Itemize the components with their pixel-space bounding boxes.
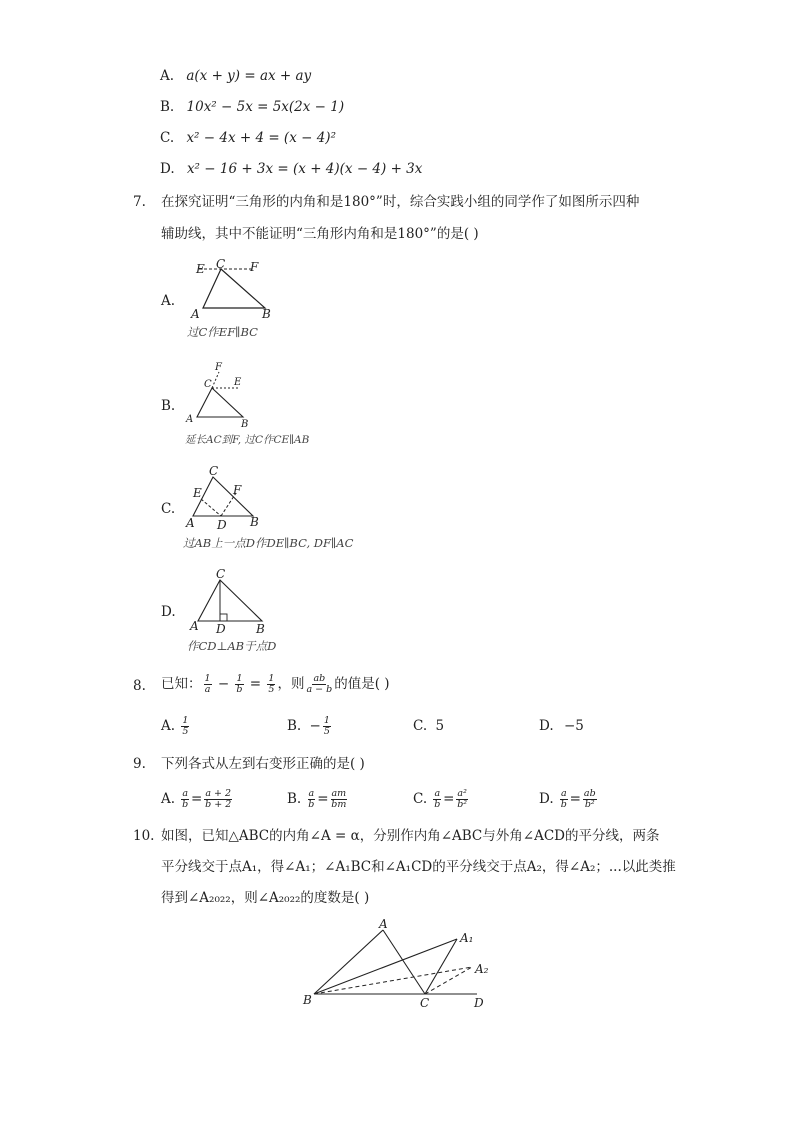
q8-fraction-1-over-a: [204, 674, 212, 695]
q7c-label-d: D: [217, 518, 227, 532]
q10-stem-line2: 平分线交于点A₁，得∠A₁；∠A₁BC和∠A₁CD的平分线交于点A₂，得∠A₂；...以此类推: [161, 859, 676, 875]
q9-d-l-den: b: [560, 799, 567, 810]
q6-option-a-letter: A.: [160, 68, 175, 84]
q9-d-r-den: b²: [584, 799, 595, 810]
q9-c-l-num: a: [434, 788, 441, 799]
q7b-label-f: F: [215, 362, 222, 373]
q9-b-l-num: a: [308, 788, 315, 799]
q8-option-c-letter: C.: [413, 718, 428, 734]
q10-label-c: C: [420, 996, 430, 1010]
q8-option-a[interactable]: [161, 713, 191, 739]
q7-option-a-caption: 过C作EF∥BC: [187, 325, 258, 339]
q8-target-fraction: [306, 674, 332, 695]
q7-option-c-letter[interactable]: C.: [161, 501, 176, 517]
q10-stem-line1: 如图，已知△ABC的内角∠A = α，分别作内角∠ABC与外角∠ACD的平分线，两条: [161, 828, 660, 844]
q7-figure-b: [183, 360, 263, 430]
q10-label-b: B: [303, 993, 312, 1007]
q9-option-c-right: [456, 789, 467, 810]
q6-option-d-text: x² − 16 + 3x = (x + 4)(x − 4) + 3x: [186, 161, 423, 177]
q7-stem-line1: 在探究证明“三角形的内角和是180°”时，综合实践小组的同学作了如图所示四种: [161, 194, 640, 210]
q8-option-a-letter: A.: [161, 718, 176, 734]
q7c-label-c: C: [209, 464, 219, 478]
q9-a-l-num: a: [182, 788, 189, 799]
q8-option-d[interactable]: [539, 717, 584, 735]
q8-minus: −: [213, 676, 234, 692]
q9-c-r-den: b²: [457, 799, 468, 810]
q7c-label-e: E: [193, 486, 202, 500]
q9-option-b-left: [308, 789, 316, 810]
q9-b-r-num: am: [331, 788, 347, 799]
q7-figure-a: [185, 258, 285, 322]
q10-number: 10.: [133, 828, 155, 844]
q9-option-c-letter: C.: [413, 791, 428, 807]
q8-cond-c-num: 1: [268, 673, 275, 684]
q6-option-a[interactable]: [160, 67, 311, 85]
q6-option-b-letter: B.: [160, 99, 175, 115]
q8-option-a-num: 1: [182, 715, 189, 726]
q9-c-l-den: b: [434, 799, 441, 810]
q7-figure-d: [186, 566, 276, 636]
q9-option-d[interactable]: D. $\frac{a}{b}$ = $\frac{ab}{\text{b²}}$: [539, 788, 596, 810]
q9-d-l-num: a: [560, 788, 567, 799]
q6-option-c-letter: C.: [160, 130, 175, 146]
q9-option-c[interactable]: C. $\frac{a}{b}$ = $\frac{\text{a²}}{\text{b²}}$: [413, 788, 468, 810]
q7-option-a-letter[interactable]: A.: [161, 293, 176, 309]
q9-b-l-den: b: [308, 799, 315, 810]
q8-cond-a-den: a: [204, 684, 211, 695]
q8-cond-b-num: 1: [236, 673, 243, 684]
q8-prefix: 已知：: [161, 676, 202, 692]
q7-option-d-caption: 作CD⊥AB于点D: [187, 639, 277, 653]
q9-option-b-letter: B.: [287, 791, 302, 807]
q8-option-c-text: 5: [435, 718, 445, 734]
q7a-label-f: F: [250, 260, 259, 274]
q8-option-d-text: −5: [563, 718, 584, 734]
q8-cond-b-den: b: [236, 684, 243, 695]
q6-option-a-text: a(x + y) = ax + ay: [186, 68, 312, 84]
q9-number: 9.: [133, 756, 146, 772]
q8-fraction-1-over-b: [235, 674, 243, 695]
q7d-label-c: C: [216, 567, 226, 581]
q7a-label-b: B: [262, 307, 271, 321]
q6-option-b[interactable]: [160, 98, 344, 116]
q7b-label-b: B: [241, 419, 249, 430]
q8-cond-c-den: 5: [268, 684, 275, 695]
q8-option-b-fraction: [323, 716, 331, 737]
q9-stem: 下列各式从左到右变形正确的是( ): [161, 756, 365, 772]
q10-figure: [297, 912, 497, 1012]
q6-option-d[interactable]: [160, 160, 422, 178]
q8-option-a-fraction: [181, 716, 189, 737]
q9-b-r-den: bm: [331, 799, 347, 810]
q7b-label-c: C: [204, 379, 212, 390]
q8-option-b-sign: −: [309, 718, 321, 734]
q9-option-b-right: [331, 789, 348, 810]
q9-d-r-num: ab: [583, 788, 596, 799]
q9-option-a-letter: A.: [161, 791, 176, 807]
q9-option-a-left: [181, 789, 189, 810]
q9-option-a-right: [204, 789, 232, 810]
q7d-label-d: D: [216, 622, 226, 636]
q9-option-c-left: [433, 789, 441, 810]
q8-option-b-num: 1: [323, 715, 330, 726]
q7a-label-a: A: [191, 307, 200, 321]
q8-cond-a-num: 1: [204, 673, 211, 684]
q6-option-c[interactable]: [160, 129, 336, 147]
q9-option-d-letter: D.: [539, 791, 554, 807]
q8-option-b-den: 5: [323, 726, 330, 737]
q9-a-r-den: b + 2: [205, 799, 232, 810]
q7-option-b-caption: 延长AC到F, 过C作CE∥AB: [185, 434, 310, 446]
q7-number: 7.: [133, 194, 146, 210]
q9-a-l-den: b: [182, 799, 189, 810]
q10-label-d: D: [474, 996, 484, 1010]
q7-option-b-letter[interactable]: B.: [161, 398, 176, 414]
q7a-label-c: C: [216, 258, 226, 271]
q8-option-b-letter: B.: [287, 718, 302, 734]
q8-target-num: ab: [313, 673, 326, 684]
q8-stem: [161, 672, 390, 696]
q7b-label-a: A: [186, 414, 194, 425]
q7-option-d-letter[interactable]: D.: [161, 604, 176, 620]
q8-option-c[interactable]: [413, 717, 444, 735]
q7a-label-e: E: [196, 262, 205, 276]
q9-option-d-right: [583, 789, 597, 810]
q10-label-a: A: [379, 917, 388, 931]
q7c-label-b: B: [250, 515, 259, 529]
q9-a-r-num: a + 2: [205, 788, 232, 799]
q7-figure-c: [183, 463, 273, 533]
q8-then: ，则: [277, 676, 305, 692]
q7d-label-a: A: [190, 619, 199, 633]
q8-suffix: 的值是( ): [334, 676, 390, 692]
q7c-label-f: F: [233, 483, 242, 497]
q6-option-d-letter: D.: [160, 161, 175, 177]
q7-option-c-caption: 过AB上一点D作DE∥BC, DF∥AC: [183, 536, 354, 550]
q6-option-b-text: 10x² − 5x = 5x(2x − 1): [186, 99, 345, 115]
q8-equals: =: [245, 676, 266, 692]
q9-option-b[interactable]: B. $\frac{a}{b}$ = $\frac{am}{bm}$: [287, 788, 347, 810]
q10-label-a2: A₂: [475, 962, 489, 976]
q10-stem-line3: 得到∠A₂₀₂₂，则∠A₂₀₂₂的度数是( ): [161, 890, 370, 906]
q7c-label-a: A: [186, 516, 195, 530]
q8-option-b[interactable]: [287, 713, 333, 739]
q9-option-a[interactable]: A. $\frac{a}{b}$ = $\frac{a + 2}{b + 2}$: [161, 788, 232, 810]
q6-option-c-text: x² − 4x + 4 = (x − 4)²: [186, 130, 336, 146]
q10-label-a1: A₁: [460, 931, 474, 945]
q9-option-d-left: [560, 789, 568, 810]
q8-option-d-letter: D.: [539, 718, 554, 734]
q8-fraction-1-over-5: [267, 674, 275, 695]
q8-target-den: a − b: [306, 684, 333, 695]
q8-number: 8.: [133, 678, 146, 694]
q7b-label-e: E: [234, 377, 242, 388]
q7-stem-line2: 辅助线，其中不能证明“三角形内角和是180°”的是( ): [161, 226, 479, 242]
q7d-label-b: B: [256, 622, 265, 636]
q9-c-r-num: a²: [457, 788, 467, 799]
q8-option-a-den: 5: [182, 726, 189, 737]
